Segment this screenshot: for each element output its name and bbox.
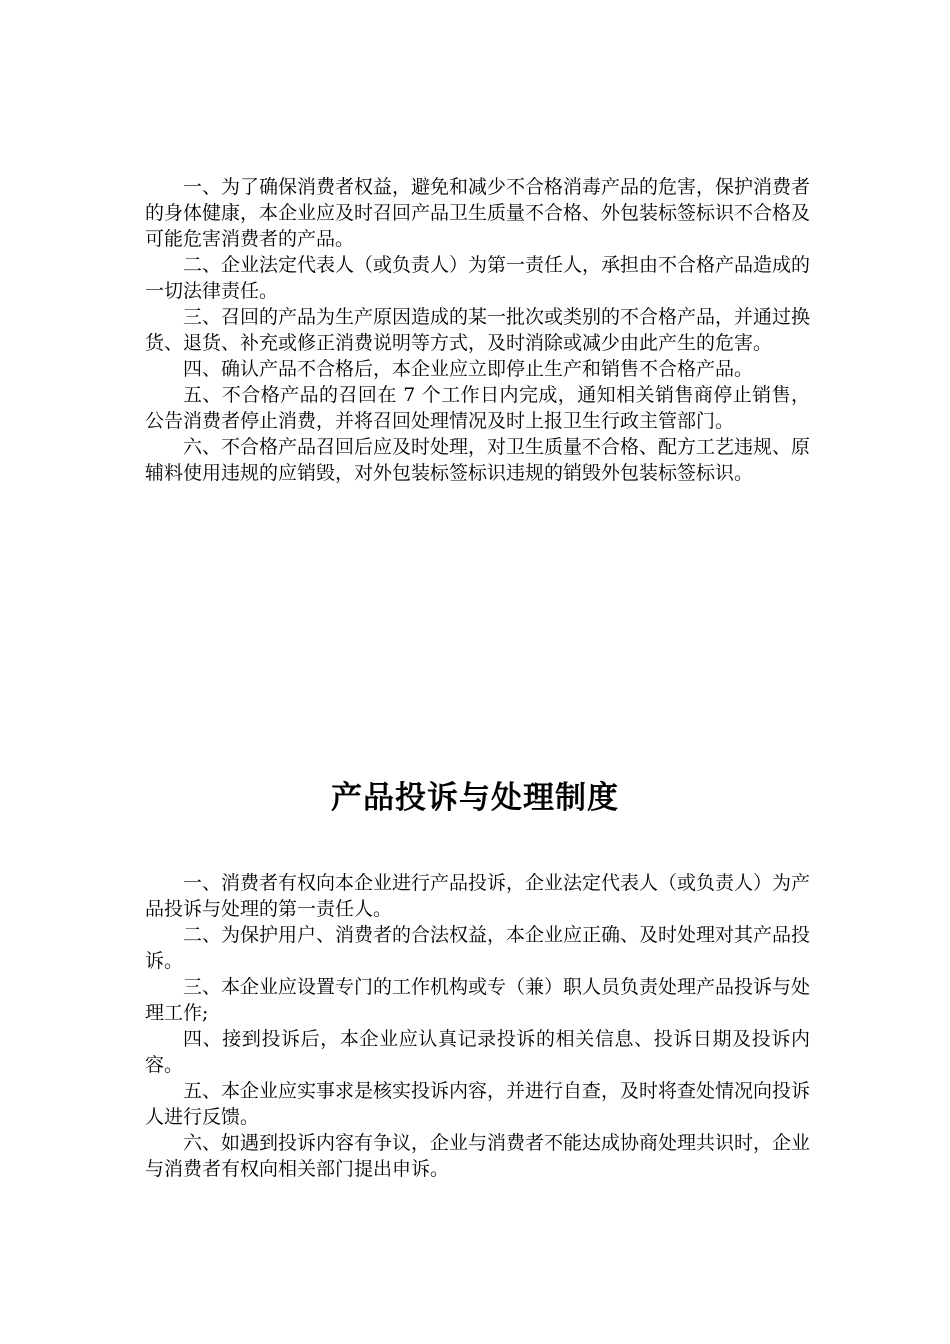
complaint-policy-title: 产品投诉与处理制度 <box>331 780 619 816</box>
complaint-paragraph-3: 三、本企业应设置专门的工作机构或专（兼）职人员负责处理产品投诉与处理工作; <box>145 976 811 1024</box>
complaint-paragraph-1: 一、消费者有权向本企业进行产品投诉，企业法定代表人（或负责人）为产品投诉与处理的第一责任人。 <box>145 872 811 920</box>
recall-paragraph-4: 四、确认产品不合格后，本企业应立即停止生产和销售不合格产品。 <box>183 358 754 380</box>
complaint-paragraph-4: 四、接到投诉后，本企业应认真记录投诉的相关信息、投诉日期及投诉内容。 <box>145 1028 810 1076</box>
complaint-paragraph-5: 五、本企业应实事求是核实投诉内容，并进行自查，及时将查处情况向投诉人进行反馈。 <box>145 1080 811 1128</box>
recall-paragraph-1: 一、为了确保消费者权益，避免和减少不合格消毒产品的危害，保护消费者的身体健康，本企业应及时召回产品卫生质量不合格、外包装标签标识不合格及可能危害消费者的产品。 <box>145 176 811 250</box>
recall-paragraph-2: 二、企业法定代表人（或负责人）为第一责任人，承担由不合格产品造成的一切法律责任。 <box>145 254 811 302</box>
recall-paragraph-5: 五、不合格产品的召回在 7 个工作日内完成，通知相关销售商停止销售，公告消费者停止消费，并将召回处理情况及时上报卫生行政主管部门。 <box>145 384 810 432</box>
complaint-paragraph-2: 二、为保护用户、消费者的合法权益，本企业应正确、及时处理对其产品投诉。 <box>145 924 811 972</box>
complaint-policy-section <box>145 870 810 1182</box>
recall-policy-section <box>145 174 810 486</box>
recall-paragraph-6: 六、不合格产品召回后应及时处理，对卫生质量不合格、配方工艺违规、原辅料使用违规的应销毁，对外包装标签标识违规的销毁外包装标签标识。 <box>145 436 811 484</box>
recall-paragraph-3: 三、召回的产品为生产原因造成的某一批次或类别的不合格产品，并通过换货、退货、补充或修正消费说明等方式，及时消除或减少由此产生的危害。 <box>145 306 811 354</box>
complaint-paragraph-6: 六、如遇到投诉内容有争议，企业与消费者不能达成协商处理共识时，企业与消费者有权向相关部门提出申诉。 <box>145 1132 811 1180</box>
